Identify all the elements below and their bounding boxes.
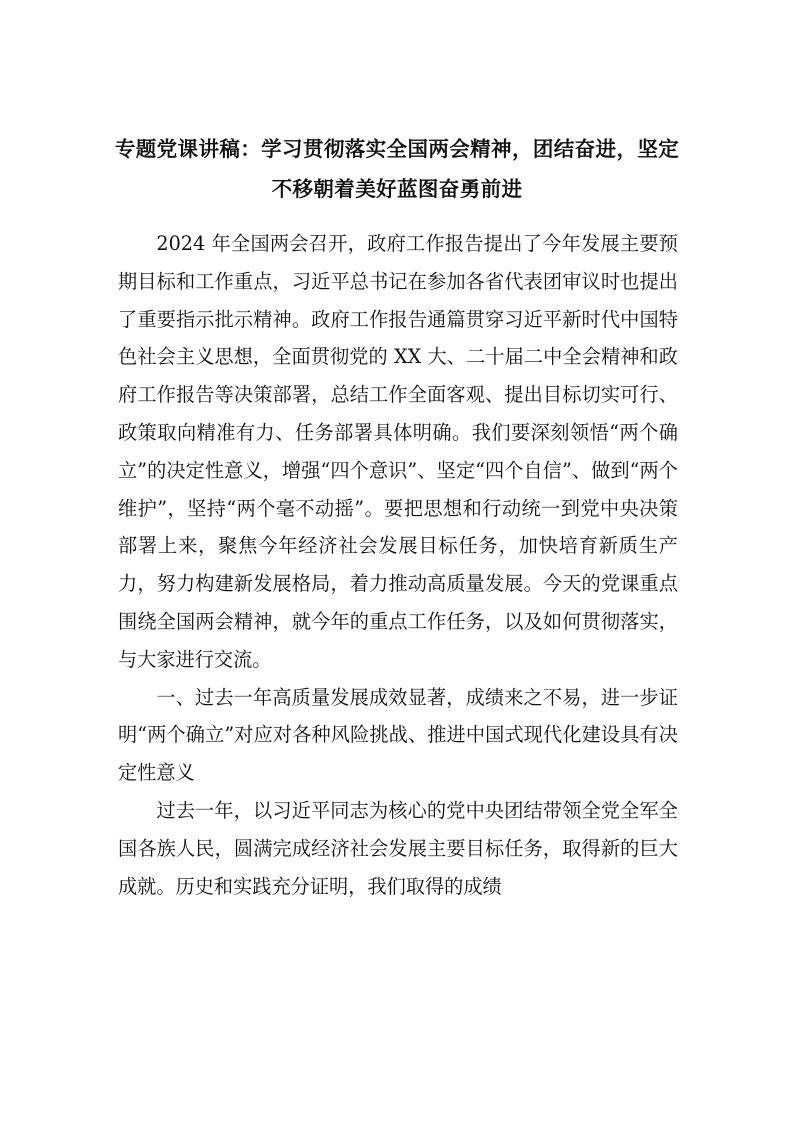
section-paragraph-1: 过去一年，以习近平同志为核心的党中央团结带领全党全军全国各族人民，圆满完成经济社会发展主要目标任务，取得新的巨大成就。历史和实践充分证明，我们取得的成绩	[118, 798, 678, 898]
document-body	[118, 225, 678, 905]
section-heading-1: 一、过去一年高质量发展成效显著，成绩来之不易，进一步证明“两个确立”对应对各种风险挑战、推进中国式现代化建设具有决定性意义	[118, 685, 678, 785]
intro-paragraph: 2024 年全国两会召开，政府工作报告提出了今年发展主要预期目标和工作重点，习近平总书记在参加各省代表团审议时也提出了重要指示批示精神。政府工作报告通篇贯穿习近平新时代中国特色社会主义思想，全面贯彻党的 XX 大、二十届二中全会精神和政府工作报告等决策部署，总结工作全面客观、提出目标切实可行、政策取向精准有力、任务部署具体明确。我们要深刻领悟“两个确立”的决定性意义，增强“四个意识”、坚定“四个自信”、做到“两个维护”，坚持“两个毫不动摇”。要把思想和行动统一到党中央决策部署上来，聚焦今年经济社会发展目标任务，加快培育新质生产力，努力构建新发展格局，着力推动高质量发展。今天的党课重点围绕全国两会精神，就今年的重点工作任务，以及如何贯彻落实，与大家进行交流。	[118, 232, 678, 671]
document-title: 专题党课讲稿：学习贯彻落实全国两会精神，团结奋进，坚定不移朝着美好蓝图奋勇前进	[114, 137, 680, 201]
